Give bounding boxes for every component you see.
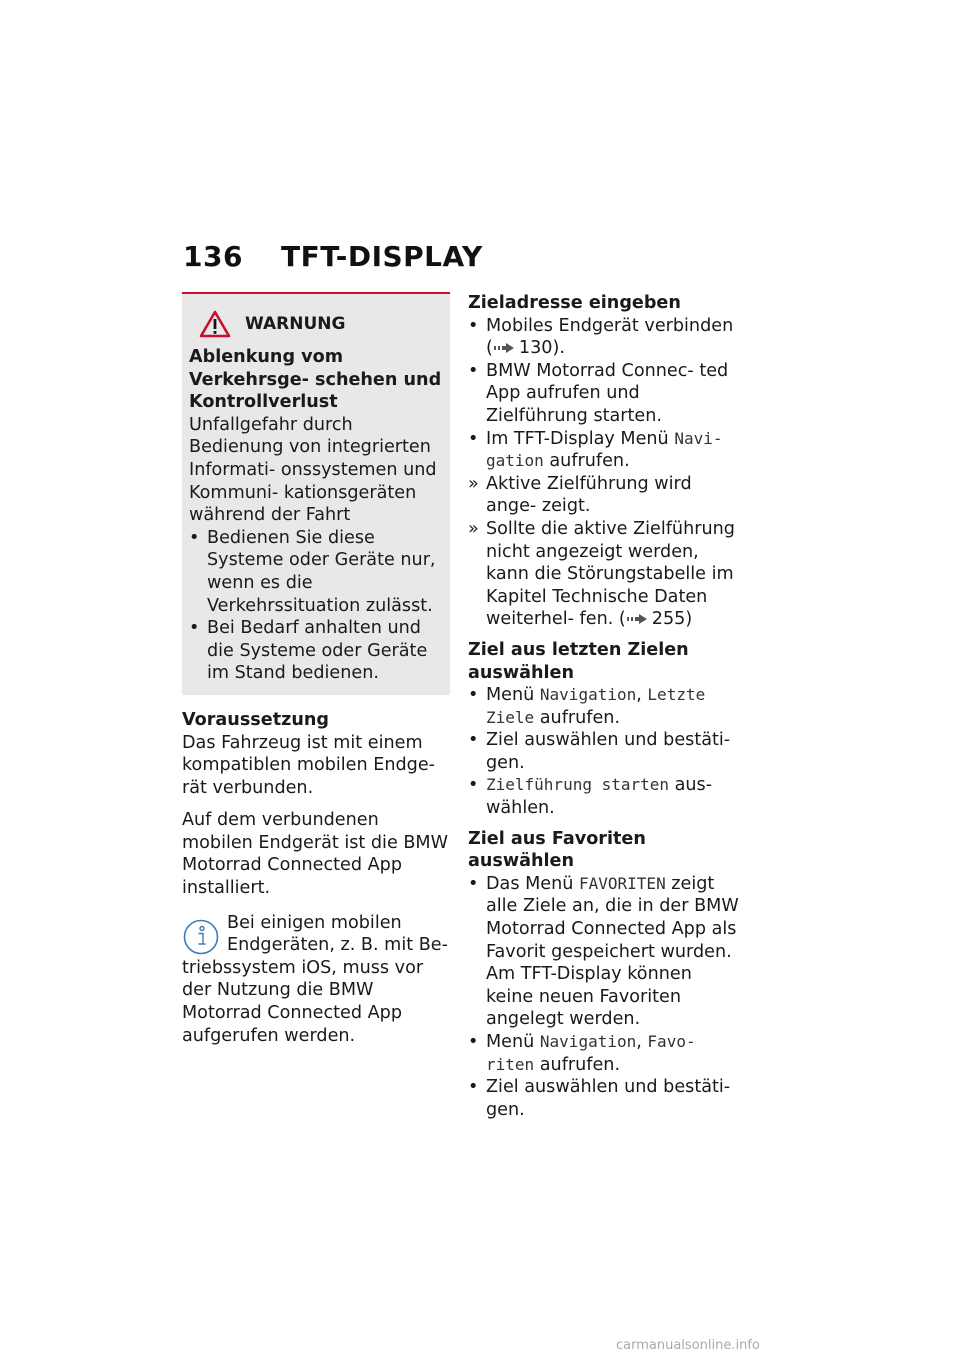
bullet-marker: •: [468, 428, 479, 449]
list-item: [468, 873, 740, 1031]
menu-name: Navigation: [539, 685, 637, 705]
section-heading: Ziel aus letzten Zielen auswählen: [468, 639, 689, 683]
right-column: [468, 292, 740, 1129]
watermark: carmanualsonline.info: [616, 1338, 760, 1353]
step-text: aufrufen.: [543, 451, 630, 472]
section-heading: Ziel aus Favoriten auswählen: [468, 828, 646, 872]
list-item: [468, 1031, 740, 1076]
list-item: • Bedienen Sie diese Systeme oder Geräte nur, wenn es die Verkehrssituation zulässt.: [189, 527, 436, 616]
step-text: Ziel auswählen und bestäti- gen.: [486, 730, 731, 773]
bullet-marker: •: [468, 730, 479, 751]
list-item: [468, 774, 740, 819]
menu-name: Zielführung starten: [486, 775, 670, 795]
list-item: [468, 473, 740, 518]
step-list: [468, 873, 740, 1122]
page-reference: 255): [651, 609, 693, 630]
info-note: [182, 912, 450, 1048]
page-reference: 130).: [518, 338, 565, 359]
result-text: Sollte die aktive Zielführung nicht angezeigt werden, kann die Störungstabelle im Kapitel Technische Daten weiterhel- fen. (: [486, 518, 735, 630]
list-item: • Bei Bedarf anhalten und die Systeme oder Geräte im Stand bedienen.: [189, 618, 428, 684]
info-text-rest: triebssystem iOS, muss vor der Nutzung die BMW Motorrad Connected App aufgerufen werden.: [182, 957, 424, 1046]
step-text: zeigt alle Ziele an, die in der BMW Motorrad Connected App als Favorit gespeichert wurden. Am TFT-Display können keine neuen Favoriten angelegt werden.: [486, 873, 739, 1030]
list-item: [468, 428, 740, 473]
separator: ,: [636, 685, 648, 706]
left-column: [182, 292, 450, 1047]
reference-arrow-icon: [493, 341, 519, 355]
warning-label: WARNUNG: [245, 313, 346, 334]
menu-name: FAVORITEN: [579, 873, 666, 893]
step-text: Menü: [486, 685, 540, 706]
menu-name: Navigation: [539, 1032, 637, 1051]
list-item: [468, 315, 740, 360]
paragraph: Das Fahrzeug ist mit einem kompatiblen mobilen Endge- rät verbunden.: [182, 732, 436, 798]
separator: ,: [636, 1032, 648, 1052]
section-letzte-ziele: [468, 639, 740, 820]
step-text: BMW Motorrad Connec- ted App aufrufen und Zielführung starten.: [486, 360, 729, 426]
info-line: Bei einigen mobilen: [227, 912, 402, 933]
step-text: aufrufen.: [534, 707, 621, 728]
list-item: [468, 729, 740, 774]
step-text: Das Menü: [486, 873, 579, 894]
section-favoriten: [468, 828, 740, 1122]
warning-bullets: [189, 527, 442, 685]
result-marker: »: [468, 473, 479, 494]
section-heading: Zieladresse eingeben: [468, 293, 681, 313]
result-text: Aktive Zielführung wird ange- zeigt.: [486, 473, 692, 517]
page-header: [183, 240, 483, 273]
warning-text: Unfallgefahr durch Bedienung von integrierten Informati- onssystemen und Kommuni- kationsgeräten während der Fahrt: [189, 414, 437, 526]
step-text: aufrufen.: [534, 1054, 621, 1075]
bullet-marker: •: [189, 527, 200, 548]
bullet-marker: •: [468, 1077, 479, 1098]
warning-triangle-icon: [199, 310, 231, 338]
bullet-marker: •: [468, 873, 479, 894]
menu-name: Letzte Ziele: [486, 685, 706, 727]
step-list: [468, 315, 740, 631]
step-list: [468, 684, 740, 820]
chapter-title: TFT-DISPLAY: [281, 240, 483, 273]
section-zieladresse: [468, 292, 740, 631]
result-marker: »: [468, 518, 479, 539]
info-line: Endgeräten, z. B. mit Be-: [227, 935, 448, 956]
list-item: [468, 518, 740, 631]
step-text: Menü: [486, 1032, 540, 1052]
warning-box: [182, 292, 450, 695]
info-icon: [182, 918, 220, 956]
bullet-marker: •: [468, 360, 479, 381]
step-text: aus- wählen.: [486, 775, 713, 819]
step-text: Im TFT-Display Menü: [486, 428, 675, 449]
list-item: [468, 1076, 740, 1121]
menu-name: Favo- riten: [486, 1032, 696, 1074]
section-heading-voraussetzung: Voraussetzung: [182, 709, 329, 730]
reference-arrow-icon: [626, 612, 652, 626]
bullet-marker: •: [468, 685, 479, 706]
list-item: [468, 360, 740, 428]
paragraph: Auf dem verbundenen mobilen Endgerät ist die BMW Motorrad Connected App installiert.: [182, 810, 449, 899]
bullet-marker: •: [468, 315, 479, 336]
warning-subtitle: Ablenkung vom Verkehrsge- schehen und Kontrollverlust: [189, 347, 442, 413]
bullet-marker: •: [189, 618, 200, 639]
list-item: [468, 684, 740, 729]
menu-name: Navi- gation: [486, 428, 723, 471]
bullet-marker: •: [468, 1032, 479, 1052]
page-number: 136: [183, 240, 243, 273]
warning-title: [189, 310, 442, 338]
step-text: Mobiles Endgerät verbinden (: [486, 315, 734, 359]
bullet-marker: •: [468, 775, 479, 796]
step-text: Ziel auswählen und bestäti- gen.: [486, 1077, 731, 1120]
